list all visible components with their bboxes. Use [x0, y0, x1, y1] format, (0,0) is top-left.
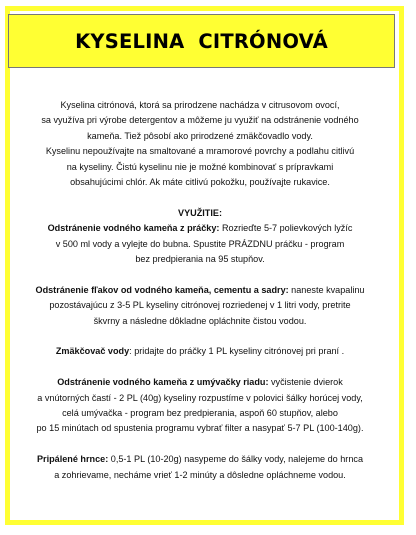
usage-item-washing-machine — [14, 221, 386, 267]
intro-line: kameňa. Tiež pôsobí ako prirodzené zmäkčovadlo vody. — [87, 130, 313, 141]
intro-paragraph — [14, 98, 386, 190]
usage-item-line: v 500 ml vody a vylejte do bubna. Spustite PRÁZDNU práčku - program — [55, 238, 345, 249]
usage-item-line — [14, 283, 386, 298]
usage-item-line: pozostávajúcu z 3-5 PL kyseliny citrónovej rozriedenej v 1 litri vody, pretrite — [49, 300, 351, 311]
document-body — [14, 98, 386, 483]
usage-item-line: a vnútorných častí - 2 PL (40g) kyseliny rozpustíme v polovici šálky horúcej vody, — [37, 392, 363, 403]
usage-item-line — [14, 344, 386, 359]
usage-item-label: Odstránenie vodného kameňa z umývačky riadu: — [57, 377, 269, 388]
spacer — [14, 329, 386, 344]
spacer — [14, 190, 386, 205]
usage-item-line — [14, 452, 386, 467]
usage-item-text: 0,5-1 PL (10-20g) nasypeme do šálky vody, nalejeme do hrnca — [108, 454, 364, 465]
intro-line: sa využíva pri výrobe detergentov a môžeme ju využiť na odstránenie vodného — [41, 115, 359, 126]
usage-heading: VYUŽITIE: — [178, 207, 222, 218]
page-title: KYSELINA CITRÓNOVÁ — [75, 29, 328, 53]
usage-item-label: Pripálené hrnce: — [36, 454, 109, 465]
usage-item-label: Zmäkčovač vody — [55, 346, 130, 357]
intro-line: Kyselina citrónová, ktorá sa prirodzene nachádza v citrusovom ovocí, — [60, 100, 340, 110]
usage-item-line: škvrny a následne dôkladne opláchnite čistou vodou. — [93, 315, 307, 326]
usage-item-dishwasher — [14, 375, 386, 437]
title-banner — [8, 14, 395, 68]
usage-item-line — [14, 221, 386, 236]
usage-item-line: celá umývačka - program bez predpierania, aspoň 60 stupňov, alebo — [62, 408, 338, 419]
usage-item-line — [14, 375, 386, 390]
usage-item-label: Odstránenie fľakov od vodného kameňa, cementu a sadry: — [35, 284, 289, 295]
usage-item-burnt-pots — [14, 452, 386, 483]
spacer — [14, 437, 386, 452]
usage-item-line: po 15 minútach od spustenia programu vybrať filter a nasypať 5-7 PL (100-140g). — [36, 423, 364, 434]
spacer — [14, 360, 386, 375]
spacer — [14, 267, 386, 282]
usage-item-text: Rozrieďte 5-7 polievkových lyžíc — [219, 223, 353, 234]
usage-item-line: bez predpierania na 95 stupňov. — [135, 254, 265, 265]
intro-line: obsahujúcimi chlór. Ak máte citlivú pokožku, používajte rukavice. — [70, 177, 330, 188]
usage-item-text: naneste kvapalinu — [288, 284, 365, 295]
usage-item-water-softener — [14, 344, 386, 359]
usage-item-line: a zohrievame, necháme vrieť 1-2 minúty a dôsledne opláchneme vodou. — [54, 469, 346, 480]
intro-line: na kyseliny. Čistú kyselinu nie je možné kombinovať s prípravkami — [66, 161, 334, 172]
usage-item-text: vyčistenie dvierok — [268, 377, 343, 388]
usage-item-stains — [14, 283, 386, 329]
intro-line: Kyselinu nepoužívajte na smaltované a mramorové povrchy a podlahu citlivú — [45, 146, 355, 157]
usage-item-label: Odstránenie vodného kameňa z práčky: — [47, 223, 220, 234]
usage-item-text: : pridajte do práčky 1 PL kyseliny citrónovej pri praní . — [129, 346, 345, 357]
